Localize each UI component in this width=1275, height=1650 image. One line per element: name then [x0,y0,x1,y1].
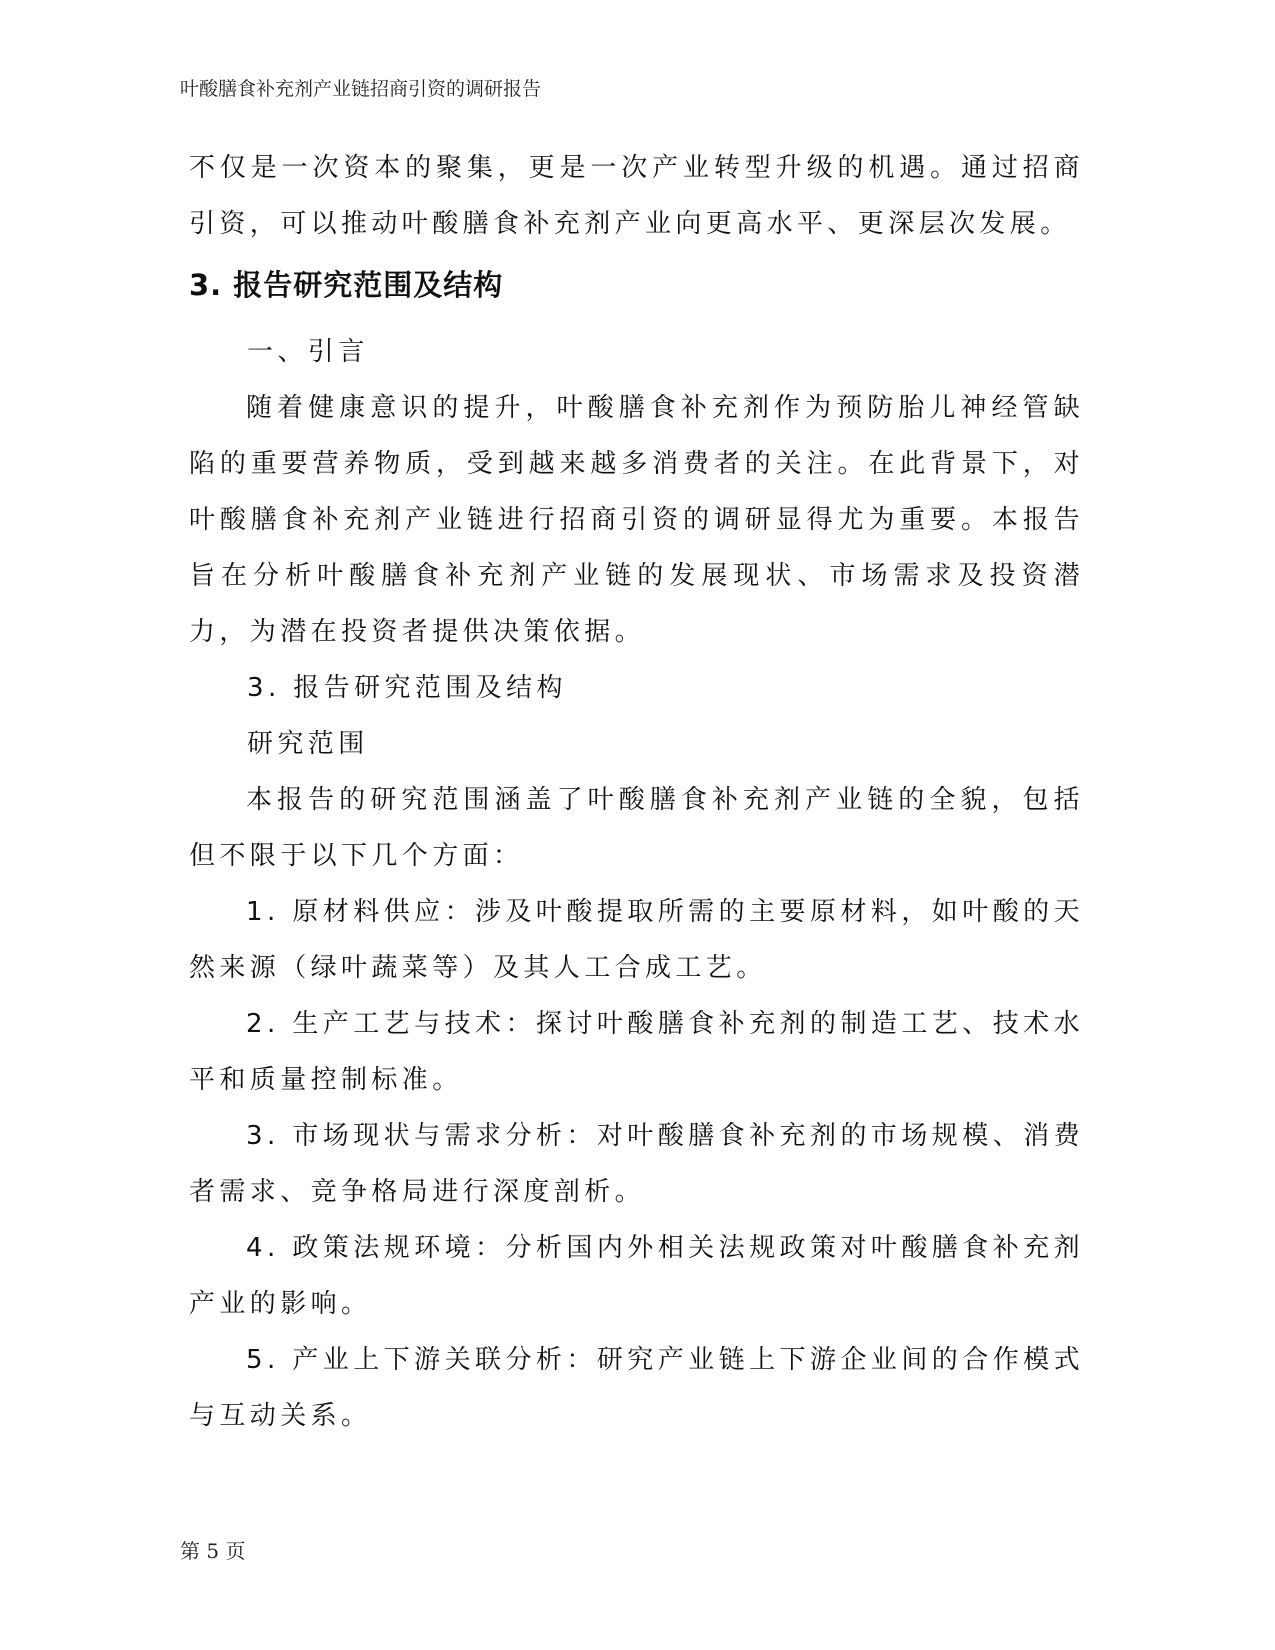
intro-paragraph: 不仅是一次资本的聚集，更是一次产业转型升级的机遇。通过招商引资，可以推动叶酸膳食补充剂产业向更高水平、更深层次发展。 [189,153,1084,239]
list-item: 4. 政策法规环境：分析国内外相关法规政策对叶酸膳食补充剂产业的影响。 [189,1233,1084,1319]
intro-body-paragraph: 随着健康意识的提升，叶酸膳食补充剂作为预防胎儿神经管缺陷的重要营养物质，受到越来越多消费者的关注。在此背景下，对叶酸膳食补充剂产业链进行招商引资的调研显得尤为重要。本报告旨在分析叶酸膳食补充剂产业链的发展现状、市场需求及投资潜力，为潜在投资者提供决策依据。 [189,393,1084,647]
scope-paragraph: 本报告的研究范围涵盖了叶酸膳食补充剂产业链的全貌，包括但不限于以下几个方面： [189,785,1084,871]
section-heading: 3. 报告研究范围及结构 [189,268,504,302]
list-item: 2. 生产工艺与技术：探讨叶酸膳食补充剂的制造工艺、技术水平和质量控制标准。 [189,1009,1084,1095]
subheading-intro: 一、引言 [247,337,369,367]
page-header: 叶酸膳食补充剂产业链招商引资的调研报告 [180,78,542,100]
subheading-section: 3. 报告研究范围及结构 [247,673,567,703]
list-item: 3. 市场现状与需求分析：对叶酸膳食补充剂的市场规模、消费者需求、竞争格局进行深度剖析。 [189,1121,1084,1207]
page-number: 第 5 页 [180,1539,246,1563]
list-item: 1. 原材料供应：涉及叶酸提取所需的主要原材料，如叶酸的天然来源（绿叶蔬菜等）及其人工合成工艺。 [189,897,1084,983]
document-body [189,140,1084,1444]
subheading-scope: 研究范围 [247,729,369,759]
list-item: 5. 产业上下游关联分析：研究产业链上下游企业间的合作模式与互动关系。 [189,1345,1084,1431]
